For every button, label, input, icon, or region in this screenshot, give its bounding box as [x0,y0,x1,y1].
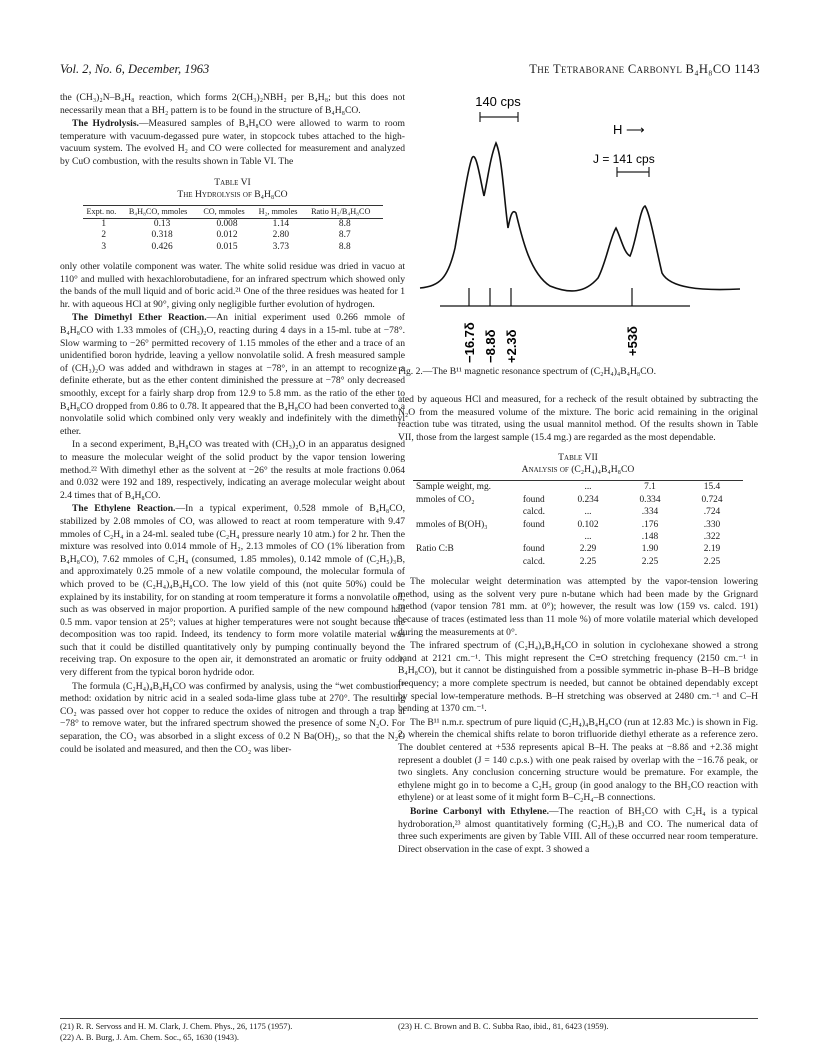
table-vi [83,205,383,254]
paragraph: The Hydrolysis.—Measured samples of B₄H₈CO were allowed to warm to room temperature with vacuum-degassed pure water, in stopcock tubes attached to the high-vacuum system. The evolved H₂ and CO were collected for measurement and analyzed by CuO combustion, with the results shown in Table VI. The [60,118,405,167]
paragraph: The Ethylene Reaction.—In a typical experiment, 0.528 mmole of B₄H₈CO, stabilized by 2.08 mmoles of CO, was allowed to react at room temperature with 9.47 mmoles of C₂H₄ in a 24-ml. sealed tube (C₂H₄ pressure nearly 10 atm.) for 2 hr. Then the mixture was resolved into 0.014 mmole of H₂, 2.13 mmoles of CO (1% liberation from B₄H₈CO), 7.62 mmoles of C₂H₄ (consumed, 1.85 mmoles), 0.142 mmole of (C₂H₅)₃B, and approximately 0.25 mmole of a new volatile compound, the molecular formula of which proved to be (C₂H₄)₄B₄H₈CO. The low yield of this (not quite 50%) could be explained by its instability, for on standing at room temperature it forms a nonvolatile oil, such as was observed in major proportion. A purified sample of the new compound had 0.5 mm. vapor tension at 25°; values at higher temperatures were not sought because the decomposition was too rapid. Indeed, its tendency to form more volatile material was such that it could be distilled quantitatively only by pumping continually beyond the receiving trap. On exposure to the open air, it demonstrated an aromatic or fruity odor, very different from the typical boron hydride odor. [60,503,405,679]
table-row: mmoles of B(OH)₃ found 0.102 .176 .330 [416,519,721,530]
table-row: 3 0.426 0.015 3.73 8.8 [101,241,351,252]
paragraph: ated by aqueous HCl and measured, for a recheck of the result obtained by subtracting the N₂O from the measured volume of the mixture. The boric acid remaining in the original reaction tube was titrated, using the usual mannitol method. Of the results shown in Table VII, those from the largest sample (15.4 mg.) are regarded as the most dependable. [398,394,758,443]
label-field-direction: H ⟶ [613,122,645,137]
table-header: Expt. no. [86,206,117,216]
section-heading: Borine Carbonyl with Ethylene. [410,805,550,817]
table-header: Ratio H₂/B₄H₈CO [311,206,371,216]
paragraph: In a second experiment, B₄H₈CO was treated with (CH₃)₂O in an apparatus designed to measure the molecular weight of the solid product by the vapor tension lowering method.²² With dimethyl ether as the solvent at −26° the results at mole fractions 0.064 and 0.032 were 192 and 189, respectively, indicating an average molecular weight about 2.4 times that of B₄H₈CO. [60,439,405,501]
table-header-row [83,205,383,218]
table-row: ... .148 .322 [584,532,721,542]
running-head-title: The Tetraborane Carbonyl B₄H₈CO [529,62,731,76]
paragraph: The B¹¹ n.m.r. spectrum of pure liquid (C₂H₄)₄B₄H₈CO (run at 12.83 Mc.) is shown in Fig. 2, wherein the chemical shifts relate to boron trifluoride diethyl etherate as a reference zero. The doublet centered at +53δ represents apical B–H. The peaks at −8.8δ and +2.3δ might represent a doublet (J = 140 c.p.s.) with one peak raised by overlap with the −16.7δ peak, or two singlets. Any conclusion concerning structure would be premature. For example, the ethylene might go in to become a C₂H₅ group (in good analogy to the BH₃CO reaction with ethylene) or at least some of it might form B–C₂H₄–B connections. [398,716,758,804]
page-number: 1143 [734,62,760,76]
nmr-spectrum-figure [400,88,760,378]
figure-caption: Fig. 2.—The B¹¹ magnetic resonance spectrum of (C₂H₄)₄B₄H₈CO. [398,366,657,377]
shift-label: −16.7δ [462,322,477,363]
table-row: 2 0.318 0.012 2.80 8.7 [101,230,351,241]
table-row: Sample weight, mg. ... 7.1 15.4 [413,481,743,494]
table-row: calcd. 2.25 2.25 2.25 [522,556,721,567]
running-head-left: Vol. 2, No. 6, December, 1963 [60,62,210,76]
table-title: Table VI The Hydrolysis of B₄H₈CO [177,176,288,200]
table-header: CO, mmoles [203,206,245,216]
paragraph: The Dimethyl Ether Reaction.—An initial experiment used 0.266 mmole of B₄H₈CO with 1.33 mmoles of (CH₃)₂O, reacting during 4 days in a 15-ml. tube at −78°. Slow warming to −26° permitted recovery of 1.15 mmoles of the ether and a trace of an unidentified boron hydride, leaving a yellow nonvolatile solid. A fresh measured sample of (CH₃)₂O was added and withdrawn in stages at −78°, in an attempt to recognize a definite etherate, but as the ether content diminished the pressure at −78° only decreased smoothly, except for a fairly sharp drop from 12.9 to 5.8 mm. as the ratio of the ether to B₄H₈CO dropped from 0.86 to 0.78. It appeared that the B₄H₈CO had been converted to a nonvolatile solid which combined only very weakly and indefinitely with the dimethyl ether. [60,312,405,437]
footnote: (23) H. C. Brown and B. C. Subba Rao, ibid., 81, 6423 (1959). [398,1022,609,1031]
paragraph: only other volatile component was water. The white solid residue was dried in vacuo at 110° and mulled with hexachlorobutadiene, for an infrared spectrum which showed only the bands of the mull liquid and of boric acid.²¹ One of the three residues was heated for 1 hr. with aqueous HCl at 90°, giving only negligible further evolution of hydrogen. [60,261,405,310]
right-column [398,394,758,857]
shift-label: +53δ [625,326,640,356]
section-heading: The Hydrolysis. [72,118,139,130]
table-header: H₂, mmoles [258,206,298,216]
footnotes-left [60,1018,405,1043]
paragraph: Borine Carbonyl with Ethylene.—The reaction of BH₃CO with C₂H₄ is a typical hydroboration,²³ almost quantitatively forming (C₂H₅)₃B and CO. The numerical data of three such experiments are given by Table VIII. All of these occurred near room temperature. Direct observation in the case of expt. 3 showed a [398,805,758,855]
paragraph: The formula (C₂H₄)₄B₄H₈CO was confirmed by analysis, using the “wet combustion” method: oxidation by nitric acid in a sealed soda-lime glass tube at 270°. The resulting CO₂ was passed over hot copper to reduce the oxides of nitrogen and through a trap at −78° to remove water, but the infrared spectrum showed the presence of some N₂O. For separation, the CO₂ was absorbed in a slight excess of 0.2 N Ba(OH)₂, so that the N₂O could be isolated and measured, and then the CO₂ was liber- [60,680,405,755]
left-column [60,92,405,757]
footnote: (22) A. B. Burg, J. Am. Chem. Soc., 65, 1630 (1943). [60,1032,239,1042]
label-140cps: 140 cps [475,94,521,109]
table-row: 1 0.13 0.008 1.14 8.8 [83,218,383,230]
table-row: calcd. ... .334 .724 [522,507,721,518]
table-title: Table VII Analysis of (C₂H₄)₄B₄H₈CO [521,452,635,476]
paragraph: The molecular weight determination was attempted by the vapor-tension lowering method, using as the solvent very pure n-butane which had been made by the Grignard method (vapor tension 781 mm. at 0°); however, the result was low (159 vs. calcd. 191) because of traces (estimated less than 11 mole %) of more volatile material which developed during the measurements at 0°. [398,576,758,638]
shift-label: −8.8δ [483,329,498,363]
footnote: (21) R. R. Servoss and H. M. Clark, J. Chem. Phys., 26, 1175 (1957). [60,1022,293,1031]
section-heading: The Ethylene Reaction. [72,503,176,515]
section-heading: The Dimethyl Ether Reaction. [72,312,207,324]
table-header: B₄H₈CO, mmoles [128,206,188,216]
table-vii [413,480,743,568]
paragraph: the (CH₃)₂N–B₄H₈ reaction, which forms 2(CH₃)₂NBH₂ per B₄H₈; but this does not necessarily mean that a BH₂ pattern is to be found in the structure of B₄H₈CO. [60,92,405,116]
footnotes-right [398,1018,758,1033]
spectrum-trace [420,143,740,291]
label-coupling: J = 141 cps [593,152,655,166]
paragraph: The infrared spectrum of (C₂H₄)₄B₄H₈CO in solution in cyclohexane showed a strong band at 2121 cm.⁻¹. This might represent the C≡O stretching frequency (2150 cm.⁻¹ in B₄H₈CO), but it cannot be distinguished from a possible symmetric in-phase B–H–B bridge frequency; a more complete spectrum is needed, but cannot be obtained dependably except by special low-temperature methods. B–H stretching was observed at 2480 cm.⁻¹ and C–H bending at 1370 cm.⁻¹. [398,640,758,715]
running-head-right [529,62,760,77]
table-row: Ratio C:B found 2.29 1.90 2.19 [416,544,721,555]
shift-label: +2.3δ [504,329,519,363]
table-row: mmoles of CO₂ found 0.234 0.334 0.724 [416,494,723,505]
